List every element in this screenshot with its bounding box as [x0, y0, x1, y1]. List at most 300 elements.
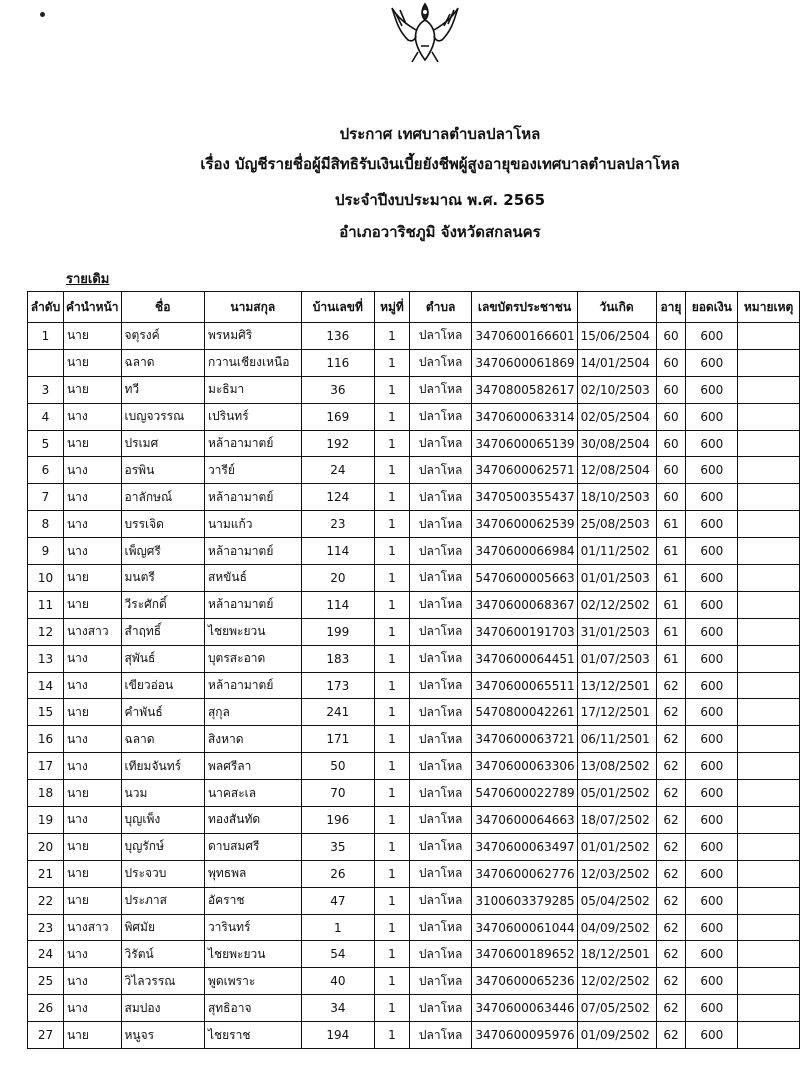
- col-order-cell: 19: [28, 807, 64, 834]
- col-amount-cell: 600: [686, 349, 738, 376]
- col-age-cell: 60: [656, 323, 686, 350]
- col-subdistrict-cell: ปลาโหล: [409, 726, 472, 753]
- col-order-cell: 21: [28, 860, 64, 887]
- col-age-cell: 61: [656, 511, 686, 538]
- col-village-cell: 1: [375, 699, 410, 726]
- col-order-cell: 14: [28, 672, 64, 699]
- col-last-name-cell: เปรินทร์: [204, 403, 301, 430]
- col-id-number-cell: 3470600065236: [472, 968, 577, 995]
- col-amount-cell: 600: [686, 1022, 738, 1049]
- col-prefix-cell: นาง: [63, 511, 121, 538]
- col-subdistrict-cell: ปลาโหล: [409, 565, 472, 592]
- col-subdistrict-cell: ปลาโหล: [409, 753, 472, 780]
- table-row: [28, 430, 800, 457]
- col-house-no-cell: 116: [301, 349, 374, 376]
- col-remark-cell: [738, 726, 800, 753]
- col-id-number-cell: 5470800042261: [472, 699, 577, 726]
- col-birthdate-cell: 01/11/2502: [577, 538, 656, 565]
- col-last-name-cell: หล้าอามาตย์: [204, 672, 301, 699]
- col-remark-cell: [738, 672, 800, 699]
- col-remark-cell: [738, 914, 800, 941]
- col-age-cell: 62: [656, 941, 686, 968]
- col-age-cell: 60: [656, 349, 686, 376]
- col-id-number-cell: 3470600191703: [472, 618, 577, 645]
- col-order-cell: 18: [28, 780, 64, 807]
- col-remark-cell: [738, 807, 800, 834]
- col-first-name-cell: หนูจร: [121, 1022, 204, 1049]
- col-last-name-cell: อัคราช: [204, 887, 301, 914]
- col-last-name-cell: พรหมศิริ: [204, 323, 301, 350]
- table-row: [28, 941, 800, 968]
- col-village-cell: 1: [375, 1022, 410, 1049]
- col-last-name-cell: ไชยพะยวน: [204, 941, 301, 968]
- col-village-cell: 1: [375, 538, 410, 565]
- col-house-no-cell: 173: [301, 672, 374, 699]
- col-village-cell: 1: [375, 914, 410, 941]
- col-village-cell: 1: [375, 753, 410, 780]
- col-amount-cell: 600: [686, 484, 738, 511]
- col-amount-cell: 600: [686, 699, 738, 726]
- section-label: รายเดิม: [66, 272, 110, 287]
- col-birthdate-cell: 18/12/2501: [577, 941, 656, 968]
- table-row: [28, 349, 800, 376]
- col-last-name-cell: สุทธิอาจ: [204, 995, 301, 1022]
- col-remark-cell: [738, 618, 800, 645]
- col-remark-cell: [738, 457, 800, 484]
- col-order-cell: 13: [28, 645, 64, 672]
- col-last-name-cell: สหขันธ์: [204, 565, 301, 592]
- col-id-number-cell: 3470600063314: [472, 403, 577, 430]
- col-amount-cell: 600: [686, 807, 738, 834]
- col-village-cell: 1: [375, 941, 410, 968]
- col-first-name-cell: ฉลาด: [121, 726, 204, 753]
- col-age-cell: 62: [656, 860, 686, 887]
- col-prefix-cell: นาง: [63, 807, 121, 834]
- table-row: [28, 511, 800, 538]
- col-house-no-cell: 124: [301, 484, 374, 511]
- col-id-number-cell: 3100603379285: [472, 887, 577, 914]
- col-id-number-cell: 3470800582617: [472, 376, 577, 403]
- col-amount-cell: 600: [686, 618, 738, 645]
- col-age-cell: 60: [656, 403, 686, 430]
- col-id-number-cell: 3470600064663: [472, 807, 577, 834]
- col-age-cell: 60: [656, 484, 686, 511]
- col-subdistrict-cell: ปลาโหล: [409, 941, 472, 968]
- col-birthdate-cell: 25/08/2503: [577, 511, 656, 538]
- col-house-no-cell: 114: [301, 591, 374, 618]
- col-amount-header: ยอดเงิน: [686, 292, 738, 323]
- col-order-cell: 6: [28, 457, 64, 484]
- col-first-name-cell: สมปอง: [121, 995, 204, 1022]
- col-age-cell: 62: [656, 995, 686, 1022]
- col-birthdate-cell: 02/12/2502: [577, 591, 656, 618]
- col-last-name-cell: สิงหาด: [204, 726, 301, 753]
- col-prefix-cell: นาย: [63, 565, 121, 592]
- col-first-name-cell: พิศมัย: [121, 914, 204, 941]
- col-id-number-cell: 3470600061044: [472, 914, 577, 941]
- col-house-no-cell: 199: [301, 618, 374, 645]
- col-age-cell: 62: [656, 699, 686, 726]
- col-remark-cell: [738, 484, 800, 511]
- col-amount-cell: 600: [686, 780, 738, 807]
- col-id-number-cell: 5470600005663: [472, 565, 577, 592]
- col-amount-cell: 600: [686, 672, 738, 699]
- col-subdistrict-cell: ปลาโหล: [409, 833, 472, 860]
- fiscal-year: ประจำปีงบประมาณ พ.ศ. 2565: [334, 191, 546, 209]
- col-house-no-cell: 23: [301, 511, 374, 538]
- col-house-no-cell: 1: [301, 914, 374, 941]
- col-birthdate-cell: 12/02/2502: [577, 968, 656, 995]
- col-amount-cell: 600: [686, 591, 738, 618]
- col-prefix-cell: นาง: [63, 968, 121, 995]
- col-last-name-header: นามสกุล: [204, 292, 301, 323]
- col-first-name-cell: บุญเพ็ง: [121, 807, 204, 834]
- col-prefix-cell: นาง: [63, 403, 121, 430]
- beneficiary-table: [27, 291, 800, 1049]
- col-birthdate-cell: 01/01/2502: [577, 833, 656, 860]
- col-remark-cell: [738, 1022, 800, 1049]
- col-last-name-cell: หล้าอามาตย์: [204, 591, 301, 618]
- col-village-cell: 1: [375, 726, 410, 753]
- col-order-cell: 11: [28, 591, 64, 618]
- col-village-cell: 1: [375, 672, 410, 699]
- col-village-cell: 1: [375, 833, 410, 860]
- col-id-number-cell: 3470600189652: [472, 941, 577, 968]
- col-remark-cell: [738, 430, 800, 457]
- col-age-cell: 61: [656, 645, 686, 672]
- col-last-name-cell: บุตรสะอาด: [204, 645, 301, 672]
- col-birthdate-cell: 01/07/2503: [577, 645, 656, 672]
- table-row: [28, 780, 800, 807]
- table-row: [28, 914, 800, 941]
- table-row: [28, 484, 800, 511]
- col-id-number-cell: 3470600065511: [472, 672, 577, 699]
- col-first-name-cell: สำฤทธิ์: [121, 618, 204, 645]
- col-id-number-cell: 3470600063497: [472, 833, 577, 860]
- col-amount-cell: 600: [686, 833, 738, 860]
- col-first-name-cell: จตุรงค์: [121, 323, 204, 350]
- col-first-name-cell: วิรัตน์: [121, 941, 204, 968]
- table-row: [28, 376, 800, 403]
- col-birthdate-cell: 12/03/2502: [577, 860, 656, 887]
- col-id-number-cell: 3470600095976: [472, 1022, 577, 1049]
- table-row: [28, 887, 800, 914]
- col-village-cell: 1: [375, 349, 410, 376]
- table-row: [28, 645, 800, 672]
- col-house-no-cell: 26: [301, 860, 374, 887]
- col-prefix-cell: นาง: [63, 941, 121, 968]
- col-order-cell: 27: [28, 1022, 64, 1049]
- col-id-number-header: เลขบัตรประชาชน: [472, 292, 577, 323]
- col-first-name-cell: บรรเจิด: [121, 511, 204, 538]
- col-remark-cell: [738, 591, 800, 618]
- col-subdistrict-cell: ปลาโหล: [409, 860, 472, 887]
- col-prefix-cell: นาย: [63, 833, 121, 860]
- col-first-name-cell: ประภาส: [121, 887, 204, 914]
- col-remark-cell: [738, 887, 800, 914]
- col-age-cell: 60: [656, 430, 686, 457]
- col-prefix-cell: นาย: [63, 430, 121, 457]
- col-id-number-cell: 3470600063306: [472, 753, 577, 780]
- col-order-cell: 5: [28, 430, 64, 457]
- col-prefix-cell: นาย: [63, 376, 121, 403]
- col-prefix-cell: นาง: [63, 672, 121, 699]
- col-last-name-cell: พูดเพราะ: [204, 968, 301, 995]
- col-subdistrict-cell: ปลาโหล: [409, 376, 472, 403]
- col-subdistrict-cell: ปลาโหล: [409, 511, 472, 538]
- table-body: [28, 323, 800, 1049]
- col-house-no-header: บ้านเลขที่: [301, 292, 374, 323]
- col-order-header: ลำดับ: [28, 292, 64, 323]
- col-age-cell: 62: [656, 833, 686, 860]
- col-id-number-cell: 3470600063446: [472, 995, 577, 1022]
- col-village-cell: 1: [375, 968, 410, 995]
- col-prefix-cell: นาย: [63, 349, 121, 376]
- col-house-no-cell: 24: [301, 457, 374, 484]
- col-first-name-cell: เขียวอ่อน: [121, 672, 204, 699]
- col-birthdate-cell: 18/10/2503: [577, 484, 656, 511]
- table-row: [28, 565, 800, 592]
- col-prefix-cell: นาย: [63, 887, 121, 914]
- col-village-cell: 1: [375, 376, 410, 403]
- col-order-cell: 1: [28, 323, 64, 350]
- col-house-no-cell: 50: [301, 753, 374, 780]
- col-birthdate-header: วันเกิด: [577, 292, 656, 323]
- col-subdistrict-cell: ปลาโหล: [409, 1022, 472, 1049]
- col-house-no-cell: 54: [301, 941, 374, 968]
- col-first-name-cell: สุพันธ์: [121, 645, 204, 672]
- col-prefix-cell: นาย: [63, 780, 121, 807]
- col-house-no-cell: 171: [301, 726, 374, 753]
- col-order-cell: 24: [28, 941, 64, 968]
- col-village-cell: 1: [375, 565, 410, 592]
- table-row: [28, 672, 800, 699]
- col-id-number-cell: 3470600062571: [472, 457, 577, 484]
- col-age-header: อายุ: [656, 292, 686, 323]
- col-order-cell: 23: [28, 914, 64, 941]
- col-amount-cell: 600: [686, 645, 738, 672]
- col-last-name-cell: พุทธพล: [204, 860, 301, 887]
- col-amount-cell: 600: [686, 403, 738, 430]
- col-village-cell: 1: [375, 618, 410, 645]
- col-subdistrict-cell: ปลาโหล: [409, 995, 472, 1022]
- col-prefix-cell: นาย: [63, 323, 121, 350]
- col-amount-cell: 600: [686, 457, 738, 484]
- col-amount-cell: 600: [686, 565, 738, 592]
- col-age-cell: 61: [656, 591, 686, 618]
- col-age-cell: 61: [656, 538, 686, 565]
- col-id-number-cell: 3470600061869: [472, 349, 577, 376]
- col-remark-cell: [738, 833, 800, 860]
- col-house-no-cell: 196: [301, 807, 374, 834]
- col-id-number-cell: 3470600062776: [472, 860, 577, 887]
- col-first-name-cell: อาลักษณ์: [121, 484, 204, 511]
- col-subdistrict-cell: ปลาโหล: [409, 645, 472, 672]
- col-birthdate-cell: 01/09/2502: [577, 1022, 656, 1049]
- col-village-cell: 1: [375, 860, 410, 887]
- col-remark-cell: [738, 968, 800, 995]
- col-remark-cell: [738, 538, 800, 565]
- col-order-cell: [28, 349, 64, 376]
- col-first-name-cell: มนตรี: [121, 565, 204, 592]
- col-subdistrict-cell: ปลาโหล: [409, 699, 472, 726]
- col-subdistrict-cell: ปลาโหล: [409, 887, 472, 914]
- col-remark-cell: [738, 995, 800, 1022]
- col-prefix-header: คำนำหน้า: [63, 292, 121, 323]
- col-first-name-cell: คำพันธ์: [121, 699, 204, 726]
- col-birthdate-cell: 02/05/2504: [577, 403, 656, 430]
- col-birthdate-cell: 13/08/2502: [577, 753, 656, 780]
- col-age-cell: 61: [656, 565, 686, 592]
- col-prefix-cell: นาง: [63, 457, 121, 484]
- col-village-cell: 1: [375, 484, 410, 511]
- col-id-number-cell: 3470600068367: [472, 591, 577, 618]
- col-village-cell: 1: [375, 403, 410, 430]
- col-prefix-cell: นาง: [63, 753, 121, 780]
- table-row: [28, 860, 800, 887]
- col-last-name-cell: ไชยพะยวน: [204, 618, 301, 645]
- col-village-cell: 1: [375, 645, 410, 672]
- col-first-name-cell: เบญจวรรณ: [121, 403, 204, 430]
- col-id-number-cell: 3470500355437: [472, 484, 577, 511]
- col-amount-cell: 600: [686, 726, 738, 753]
- col-subdistrict-cell: ปลาโหล: [409, 618, 472, 645]
- col-id-number-cell: 3470600166601: [472, 323, 577, 350]
- col-last-name-cell: หล้าอามาตย์: [204, 430, 301, 457]
- col-birthdate-cell: 30/08/2504: [577, 430, 656, 457]
- col-birthdate-cell: 18/07/2502: [577, 807, 656, 834]
- col-amount-cell: 600: [686, 968, 738, 995]
- col-age-cell: 62: [656, 807, 686, 834]
- col-last-name-cell: ดาบสมศรี: [204, 833, 301, 860]
- col-first-name-cell: ประจวบ: [121, 860, 204, 887]
- col-subdistrict-cell: ปลาโหล: [409, 323, 472, 350]
- col-subdistrict-cell: ปลาโหล: [409, 349, 472, 376]
- col-birthdate-cell: 07/05/2502: [577, 995, 656, 1022]
- col-birthdate-cell: 02/10/2503: [577, 376, 656, 403]
- col-last-name-cell: ทองสันทัด: [204, 807, 301, 834]
- col-first-name-cell: นวม: [121, 780, 204, 807]
- col-house-no-cell: 241: [301, 699, 374, 726]
- col-subdistrict-cell: ปลาโหล: [409, 430, 472, 457]
- table-row: [28, 618, 800, 645]
- col-birthdate-cell: 01/01/2503: [577, 565, 656, 592]
- col-subdistrict-cell: ปลาโหล: [409, 914, 472, 941]
- table-row: [28, 591, 800, 618]
- col-house-no-cell: 70: [301, 780, 374, 807]
- col-age-cell: 61: [656, 618, 686, 645]
- col-village-cell: 1: [375, 323, 410, 350]
- garuda-emblem-icon: [388, 0, 462, 64]
- col-subdistrict-cell: ปลาโหล: [409, 538, 472, 565]
- col-remark-header: หมายเหตุ: [738, 292, 800, 323]
- col-remark-cell: [738, 941, 800, 968]
- col-first-name-cell: วีระศักดิ์: [121, 591, 204, 618]
- col-house-no-cell: 47: [301, 887, 374, 914]
- table-row: [28, 538, 800, 565]
- col-id-number-cell: 3470600065139: [472, 430, 577, 457]
- col-house-no-cell: 192: [301, 430, 374, 457]
- table-row: [28, 807, 800, 834]
- col-last-name-cell: พลศรีลา: [204, 753, 301, 780]
- col-order-cell: 9: [28, 538, 64, 565]
- col-amount-cell: 600: [686, 941, 738, 968]
- col-last-name-cell: วารินทร์: [204, 914, 301, 941]
- table-row: [28, 323, 800, 350]
- col-prefix-cell: นาย: [63, 591, 121, 618]
- col-prefix-cell: นาง: [63, 538, 121, 565]
- col-prefix-cell: นาง: [63, 726, 121, 753]
- col-age-cell: 62: [656, 780, 686, 807]
- col-order-cell: 20: [28, 833, 64, 860]
- col-village-cell: 1: [375, 430, 410, 457]
- col-id-number-cell: 3470600063721: [472, 726, 577, 753]
- scan-speck: [40, 12, 45, 17]
- col-remark-cell: [738, 376, 800, 403]
- col-order-cell: 25: [28, 968, 64, 995]
- col-first-name-cell: ฉลาด: [121, 349, 204, 376]
- table-row: [28, 403, 800, 430]
- table-row: [28, 457, 800, 484]
- col-age-cell: 62: [656, 753, 686, 780]
- col-subdistrict-cell: ปลาโหล: [409, 672, 472, 699]
- col-amount-cell: 600: [686, 430, 738, 457]
- col-house-no-cell: 34: [301, 995, 374, 1022]
- col-subdistrict-cell: ปลาโหล: [409, 484, 472, 511]
- table-row: [28, 995, 800, 1022]
- col-last-name-cell: วารีย์: [204, 457, 301, 484]
- col-remark-cell: [738, 349, 800, 376]
- col-id-number-cell: 3470600064451: [472, 645, 577, 672]
- col-amount-cell: 600: [686, 376, 738, 403]
- col-amount-cell: 600: [686, 511, 738, 538]
- location-line: อำเภอวาริชภูมิ จังหวัดสกลนคร: [339, 223, 541, 241]
- col-prefix-cell: นาย: [63, 699, 121, 726]
- col-first-name-cell: ปรเมศ: [121, 430, 204, 457]
- col-subdistrict-cell: ปลาโหล: [409, 457, 472, 484]
- table-row: [28, 968, 800, 995]
- col-village-cell: 1: [375, 457, 410, 484]
- col-remark-cell: [738, 699, 800, 726]
- col-first-name-cell: วิไลวรรณ: [121, 968, 204, 995]
- col-remark-cell: [738, 403, 800, 430]
- table-row: [28, 833, 800, 860]
- col-order-cell: 3: [28, 376, 64, 403]
- col-first-name-cell: เทียมจันทร์: [121, 753, 204, 780]
- col-first-name-header: ชื่อ: [121, 292, 204, 323]
- col-house-no-cell: 183: [301, 645, 374, 672]
- announcement-title: ประกาศ เทศบาลตำบลปลาโหล: [339, 125, 541, 143]
- col-prefix-cell: นางสาว: [63, 914, 121, 941]
- col-last-name-cell: นาคสะเล: [204, 780, 301, 807]
- col-age-cell: 62: [656, 968, 686, 995]
- col-last-name-cell: สุกุล: [204, 699, 301, 726]
- table-header: [28, 292, 800, 323]
- col-order-cell: 8: [28, 511, 64, 538]
- col-id-number-cell: 5470600022789: [472, 780, 577, 807]
- col-order-cell: 4: [28, 403, 64, 430]
- col-last-name-cell: มะธิมา: [204, 376, 301, 403]
- col-age-cell: 60: [656, 457, 686, 484]
- col-subdistrict-cell: ปลาโหล: [409, 807, 472, 834]
- col-last-name-cell: ไชยราช: [204, 1022, 301, 1049]
- col-order-cell: 10: [28, 565, 64, 592]
- col-age-cell: 62: [656, 726, 686, 753]
- table-row: [28, 699, 800, 726]
- col-first-name-cell: เพ็ญศรี: [121, 538, 204, 565]
- table-row: [28, 753, 800, 780]
- col-birthdate-cell: 05/04/2502: [577, 887, 656, 914]
